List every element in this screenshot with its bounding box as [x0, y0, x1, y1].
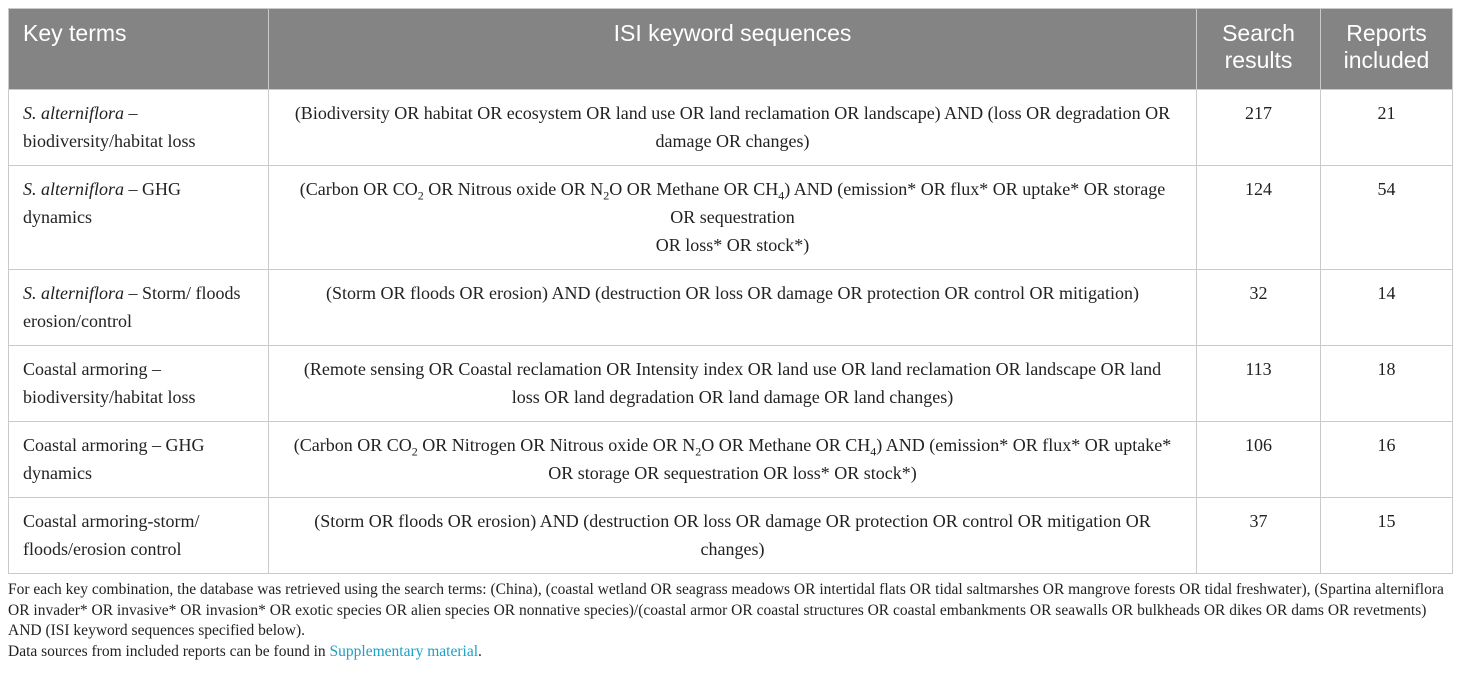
table-row	[9, 166, 1453, 270]
subscript: 2	[411, 444, 418, 459]
sequence-part: O OR Methane OR CH	[701, 435, 871, 455]
sequence-part: ) AND (emission* OR flux* OR uptake* OR storage OR sequestration	[670, 179, 1166, 227]
supplementary-material-link[interactable]: Supplementary material	[329, 642, 479, 660]
subscript: 2	[603, 188, 610, 203]
key-term-cell	[9, 90, 269, 166]
subscript: 4	[778, 188, 785, 203]
table-header-row	[9, 9, 1453, 90]
keyword-sequence-cell: (Storm OR floods OR erosion) AND (destruction OR loss OR damage OR protection OR control OR mitigation)	[269, 270, 1197, 346]
keyword-sequence-cell: (Remote sensing OR Coastal reclamation OR Intensity index OR land use OR land reclamation OR landscape OR land loss OR land degradation OR land damage OR land changes)	[269, 346, 1197, 422]
search-results-cell: 106	[1197, 422, 1321, 498]
key-term-text: – Storm/ floods erosion/control	[23, 283, 241, 331]
sequence-part: OR Nitrogen OR Nitrous oxide OR N	[417, 435, 696, 455]
subscript: 2	[695, 444, 702, 459]
reports-included-cell: 21	[1321, 90, 1453, 166]
search-results-cell: 217	[1197, 90, 1321, 166]
sources-prefix: Data sources from included reports can be found in	[8, 642, 330, 660]
subscript: 2	[417, 188, 424, 203]
key-term-cell: Coastal armoring-storm/ floods/erosion control	[9, 498, 269, 574]
table-row	[9, 422, 1453, 498]
key-term-cell	[9, 270, 269, 346]
key-term-cell: Coastal armoring – GHG dynamics	[9, 422, 269, 498]
species-name: S. alterniflora	[23, 283, 125, 303]
key-term-text: – GHG dynamics	[23, 179, 182, 227]
header-reports-included: Reports included	[1321, 9, 1453, 90]
keyword-sequence-cell: (Biodiversity OR habitat OR ecosystem OR land use OR land reclamation OR landscape) AND (loss OR degradation OR damage OR changes)	[269, 90, 1197, 166]
sequence-part: O OR Methane OR CH	[609, 179, 779, 199]
reports-included-cell: 18	[1321, 346, 1453, 422]
table-row	[9, 498, 1453, 574]
table-row	[9, 346, 1453, 422]
search-results-cell: 32	[1197, 270, 1321, 346]
key-term-text: – biodiversity/habitat loss	[23, 103, 196, 151]
reports-included-cell: 14	[1321, 270, 1453, 346]
header-isi-sequences: ISI keyword sequences	[269, 9, 1197, 90]
keyword-sequence-cell	[269, 422, 1197, 498]
header-key-terms: Key terms	[9, 9, 269, 90]
table-row	[9, 90, 1453, 166]
sequence-part: OR Nitrous oxide OR N	[423, 179, 604, 199]
table-row	[9, 270, 1453, 346]
species-name: S. alterniflora	[23, 179, 125, 199]
reports-included-cell: 15	[1321, 498, 1453, 574]
reports-included-cell: 54	[1321, 166, 1453, 270]
key-term-cell: Coastal armoring – biodiversity/habitat loss	[9, 346, 269, 422]
table-footnote	[8, 580, 1456, 662]
sources-suffix: .	[478, 642, 482, 660]
sequence-part: OR loss* OR stock*)	[655, 235, 810, 255]
sequence-part: ) AND (emission* OR flux* OR uptake* OR storage OR sequestration OR loss* OR stock*)	[548, 435, 1172, 483]
search-terms-table	[8, 8, 1453, 574]
subscript: 4	[870, 444, 877, 459]
sequence-part: (Carbon OR CO	[299, 179, 418, 199]
search-results-cell: 113	[1197, 346, 1321, 422]
key-term-cell	[9, 166, 269, 270]
species-name: S. alterniflora	[23, 103, 125, 123]
footnote-text: For each key combination, the database was retrieved using the search terms: (China), (coastal wetland OR seagrass meadows OR intertidal flats OR tidal saltmarshes OR mangrove forests OR tidal freshwater), (Spartina alterniflora OR invader* OR invasive* OR invasion* OR exotic species OR alien species OR nonnative species)/(coastal armor OR coastal structures OR coastal embankments OR seawalls OR bulkheads OR dikes OR dams OR revetments) AND (ISI keyword sequences specified below).	[8, 581, 1444, 639]
search-terms-table-container	[8, 8, 1452, 574]
keyword-sequence-cell: (Storm OR floods OR erosion) AND (destruction OR loss OR damage OR protection OR control OR mitigation OR changes)	[269, 498, 1197, 574]
header-search-results: Search results	[1197, 9, 1321, 90]
sequence-part: (Carbon OR CO	[293, 435, 412, 455]
keyword-sequence-cell	[269, 166, 1197, 270]
reports-included-cell: 16	[1321, 422, 1453, 498]
data-sources-note	[8, 642, 1456, 663]
search-results-cell: 37	[1197, 498, 1321, 574]
search-results-cell: 124	[1197, 166, 1321, 270]
